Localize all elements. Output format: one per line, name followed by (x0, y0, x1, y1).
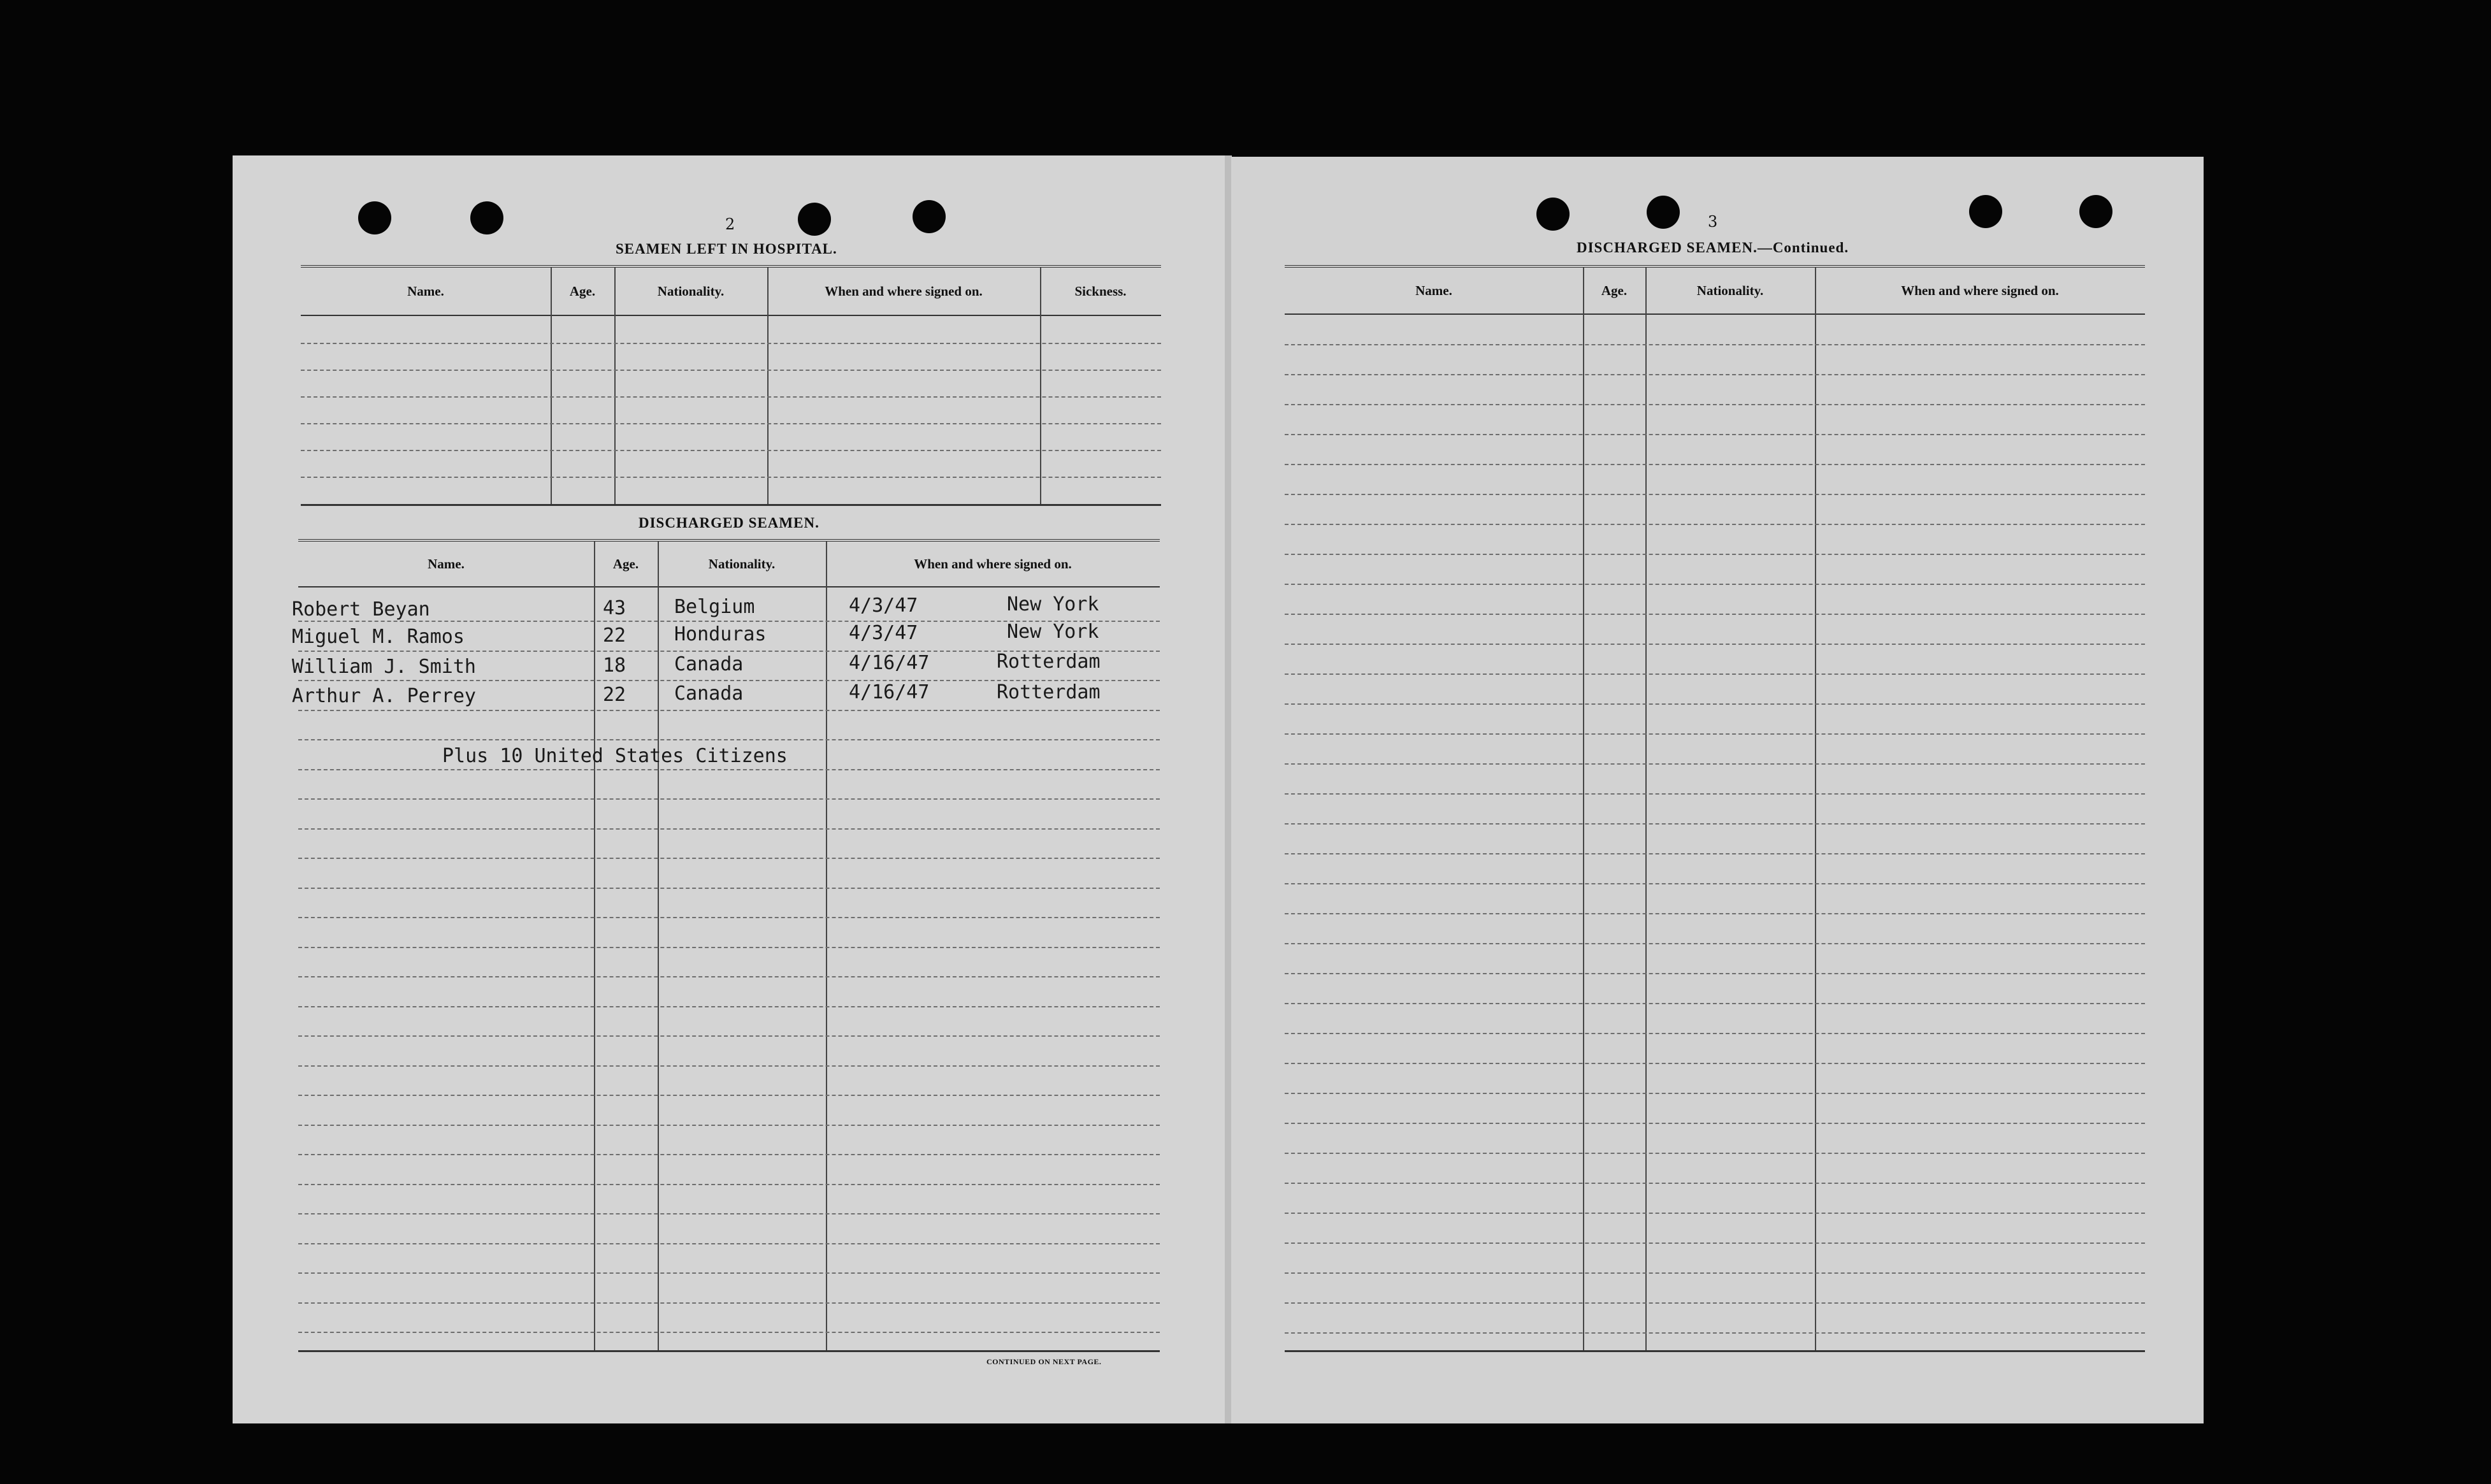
row-rule (1285, 703, 2145, 705)
punch-hole (798, 203, 831, 236)
row-rule (1285, 674, 2145, 675)
row-rule (298, 1125, 1160, 1126)
row-rule (298, 1213, 1160, 1214)
hospital-col-sickness: Sickness. (1074, 283, 1127, 299)
punch-hole (913, 200, 946, 233)
column-divider (1815, 268, 1816, 1350)
row-rule (1285, 344, 2145, 345)
row-rule (1285, 763, 2145, 765)
row-rule (1285, 494, 2145, 495)
continued-footer: CONTINUED ON NEXT PAGE. (986, 1357, 1102, 1366)
row-rule (1285, 1153, 2145, 1154)
row-rule (298, 1272, 1160, 1274)
row-rule (1285, 1332, 2145, 1334)
seaman-age: 22 (603, 684, 626, 706)
continued-col-nationality: Nationality. (1696, 282, 1764, 298)
row-rule (1285, 853, 2145, 854)
seaman-age: 22 (603, 624, 626, 647)
row-rule (1285, 1213, 2145, 1214)
row-rule (1285, 644, 2145, 645)
row-rule (1285, 1033, 2145, 1034)
seaman-signed-date: 4/16/47 (849, 652, 930, 674)
row-rule (1285, 1123, 2145, 1124)
row-rule (1285, 1272, 2145, 1274)
row-rule (298, 739, 1160, 740)
seaman-signed-date: 4/16/47 (849, 681, 930, 703)
row-rule (298, 710, 1160, 711)
discharged-col-name: Name. (428, 556, 465, 572)
column-divider (767, 268, 769, 504)
row-rule (1285, 464, 2145, 465)
row-rule (1285, 823, 2145, 825)
row-rule (298, 1302, 1160, 1304)
discharged-table-header (298, 542, 1160, 587)
seaman-nationality: Belgium (674, 596, 755, 618)
row-rule (298, 858, 1160, 859)
row-rule (301, 450, 1161, 451)
row-rule (1285, 1243, 2145, 1244)
row-rule (298, 828, 1160, 830)
hospital-col-age: Age. (569, 283, 596, 299)
seaman-name: Miguel M. Ramos (292, 626, 465, 648)
row-rule (1285, 524, 2145, 525)
row-rule (1285, 1302, 2145, 1304)
row-rule (298, 1184, 1160, 1185)
continued-title: DISCHARGED SEAMEN.—Continued. (1577, 240, 1849, 256)
row-rule (1285, 733, 2145, 735)
row-rule (298, 769, 1160, 770)
row-rule (1285, 374, 2145, 375)
row-rule (1285, 584, 2145, 585)
hospital-table-header (301, 268, 1161, 316)
row-rule (301, 343, 1161, 344)
row-rule (298, 1243, 1160, 1244)
hospital-col-signed-on: When and where signed on. (825, 283, 983, 299)
hospital-col-name: Name. (407, 283, 444, 299)
row-rule (1285, 913, 2145, 914)
seaman-name: Robert Beyan (292, 598, 430, 621)
discharged-col-signed-on: When and where signed on. (914, 556, 1072, 572)
seaman-age: 43 (603, 597, 626, 619)
punch-hole (2079, 195, 2112, 228)
row-rule (1285, 1063, 2145, 1064)
column-divider (551, 268, 552, 504)
row-rule (298, 917, 1160, 918)
row-rule (1285, 973, 2145, 974)
seaman-age: 18 (603, 654, 626, 677)
discharged-table (292, 539, 1160, 1352)
seaman-nationality: Canada (674, 682, 744, 705)
seaman-name: Arthur A. Perrey (292, 685, 476, 707)
row-rule (298, 976, 1160, 977)
column-divider (614, 268, 616, 504)
hospital-col-nationality: Nationality. (657, 283, 725, 299)
row-rule (298, 888, 1160, 889)
column-divider (826, 542, 827, 1350)
seaman-nationality: Canada (674, 653, 744, 675)
discharged-col-nationality: Nationality. (708, 556, 776, 572)
hospital-table (301, 265, 1161, 506)
page-number-right: 3 (1708, 213, 1718, 231)
continued-col-name: Name. (1415, 282, 1452, 298)
row-rule (298, 798, 1160, 800)
row-rule (301, 396, 1161, 398)
seaman-signed-place: New York (1007, 621, 1099, 643)
discharged-title: DISCHARGED SEAMEN. (639, 515, 820, 531)
punch-hole (1536, 198, 1570, 231)
seaman-name: William J. Smith (292, 656, 476, 678)
column-divider (1583, 268, 1584, 1350)
row-rule (1285, 554, 2145, 555)
seaman-nationality: Honduras (674, 623, 767, 645)
row-rule (1285, 883, 2145, 884)
row-rule (1285, 404, 2145, 405)
seaman-signed-date: 4/3/47 (849, 594, 918, 617)
row-rule (1285, 434, 2145, 435)
continued-table-header (1285, 268, 2145, 315)
punch-hole (1647, 196, 1680, 229)
row-rule (298, 1065, 1160, 1067)
row-rule (298, 1332, 1160, 1333)
seaman-signed-place: Rotterdam (997, 651, 1101, 673)
seaman-signed-place: Rotterdam (997, 681, 1101, 703)
row-rule (298, 1154, 1160, 1155)
seaman-signed-place: New York (1007, 593, 1099, 616)
page-number-left: 2 (725, 215, 735, 233)
row-rule (1285, 793, 2145, 795)
row-rule (1285, 1183, 2145, 1184)
punch-hole (1969, 195, 2002, 228)
row-rule (301, 477, 1161, 478)
row-rule (1285, 1093, 2145, 1094)
row-rule (298, 947, 1160, 948)
discharged-continued-table (1285, 265, 2145, 1352)
citizens-note: Plus 10 United States Citizens (442, 745, 788, 767)
column-divider (1645, 268, 1647, 1350)
row-rule (301, 370, 1161, 371)
row-rule (298, 1006, 1160, 1007)
hospital-title: SEAMEN LEFT IN HOSPITAL. (616, 241, 837, 257)
seaman-signed-date: 4/3/47 (849, 622, 918, 644)
row-rule (301, 423, 1161, 424)
row-rule (1285, 1003, 2145, 1004)
column-divider (594, 542, 595, 1350)
continued-col-age: Age. (1601, 282, 1628, 298)
row-rule (298, 1095, 1160, 1096)
discharged-col-age: Age. (612, 556, 639, 572)
column-divider (658, 542, 659, 1350)
page-fold (1225, 155, 1231, 1423)
row-rule (1285, 614, 2145, 615)
row-rule (298, 1035, 1160, 1037)
column-divider (1040, 268, 1041, 504)
row-rule (1285, 943, 2145, 944)
punch-hole (470, 201, 503, 234)
continued-col-signed-on: When and where signed on. (1901, 282, 2059, 298)
punch-hole (358, 201, 391, 234)
